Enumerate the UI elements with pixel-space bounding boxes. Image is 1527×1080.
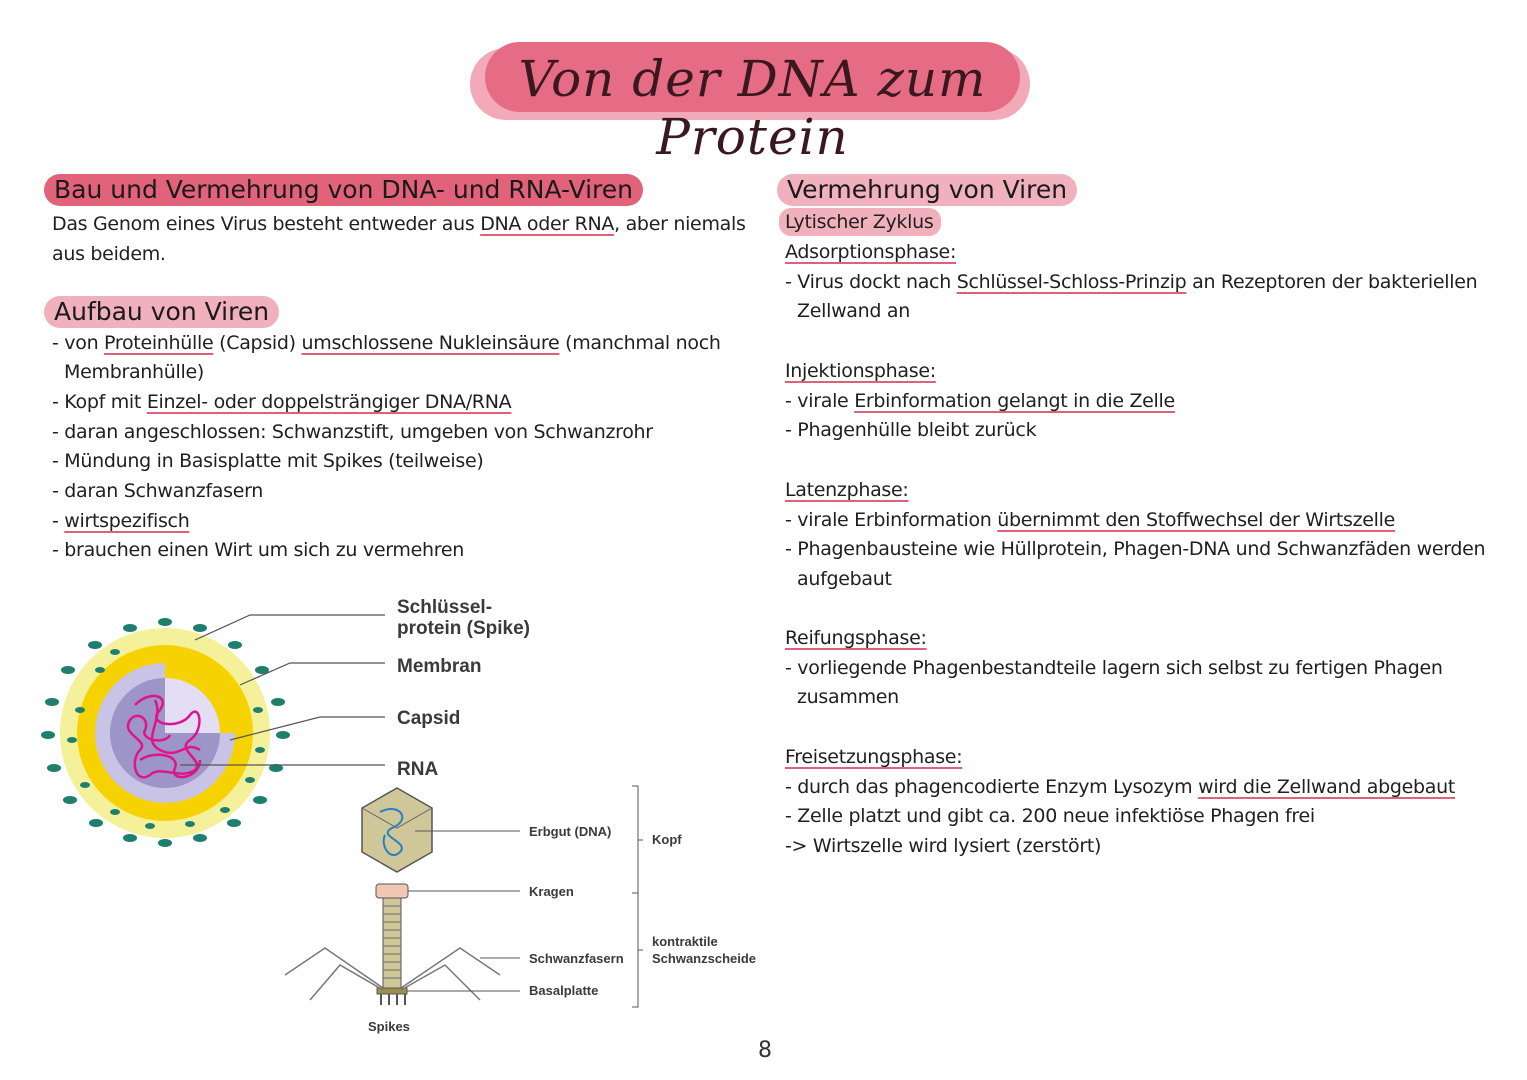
label-rna: RNA: [397, 759, 439, 780]
freisetzung-line-1: - durch das phagencodierte Enzym Lysozym wird die Zellwand abgebaut: [785, 776, 1455, 798]
reifung-line-2: zusammen: [797, 686, 899, 708]
phage-tail: [383, 898, 401, 988]
phage-head: [362, 788, 432, 872]
title-text: Von der DNA zum Protein: [518, 50, 987, 166]
aufbau-line-6: - daran Schwanzfasern: [52, 480, 264, 502]
aufbau-line-3: - Kopf mit Einzel- oder doppelsträngiger DNA/RNA: [52, 391, 512, 413]
label-schwanzfasern: Schwanzfasern: [529, 951, 624, 966]
aufbau-line-1: - von Proteinhülle (Capsid) umschlossene Nukleinsäure (manchmal noch: [52, 332, 721, 354]
latenz-line-3: aufgebaut: [797, 568, 892, 590]
label-capsid: Capsid: [397, 708, 461, 729]
freisetzung-line-3: -> Wirtszelle wird lysiert (zerstört): [785, 835, 1102, 857]
injektion-line-1: - virale Erbinformation gelangt in die Zelle: [785, 390, 1175, 412]
label-erbgut: Erbgut (DNA): [529, 824, 612, 839]
heading-bau-vermehrung: Bau und Vermehrung von DNA- und RNA-Viren: [44, 174, 643, 206]
latenz-title: Latenzphase:: [785, 479, 909, 501]
freisetzung-line-2: - Zelle platzt und gibt ca. 200 neue infektiöse Phagen frei: [785, 805, 1315, 827]
injektion-title: Injektionsphase:: [785, 360, 936, 382]
adsorption-line-2: Zellwand an: [797, 300, 910, 322]
adsorption-line-1: - Virus dockt nach Schlüssel-Schloss-Prinzip an Rezeptoren der bakteriellen: [785, 271, 1478, 293]
latenz-line-1: - virale Erbinformation übernimmt den Stoffwechsel der Wirtszelle: [785, 509, 1396, 531]
bacteriophage: [285, 788, 500, 1005]
reifung-title: Reifungsphase:: [785, 627, 927, 649]
label-spike-2: protein (Spike): [397, 618, 531, 639]
label-basalplatte: Basalplatte: [529, 983, 599, 998]
page-number: 8: [758, 1038, 772, 1063]
freisetzung-title: Freisetzungsphase:: [785, 746, 963, 768]
aufbau-line-4: - daran angeschlossen: Schwanzstift, umgeben von Schwanzrohr: [52, 421, 653, 443]
aufbau-line-5: - Mündung in Basisplatte mit Spikes (teilweise): [52, 450, 484, 472]
latenz-line-2: - Phagenbausteine wie Hüllprotein, Phagen-DNA und Schwanzfäden werden: [785, 538, 1486, 560]
intro-line-2: aus beidem.: [52, 243, 166, 265]
heading-aufbau: Aufbau von Viren: [44, 296, 279, 328]
adsorption-title: Adsorptionsphase:: [785, 241, 957, 263]
heading-vermehrung: Vermehrung von Viren: [777, 174, 1077, 206]
aufbau-line-7: - wirtspezifisch: [52, 510, 190, 532]
label-kontraktile-2: Schwanzscheide: [652, 951, 757, 966]
intro-line-1: Das Genom eines Virus besteht entweder aus DNA oder RNA, aber niemals: [52, 213, 746, 235]
label-kopf: Kopf: [652, 832, 682, 847]
phage-collar: [376, 884, 408, 898]
label-spike-1: Schlüssel-: [397, 597, 493, 618]
aufbau-line-8: - brauchen einen Wirt um sich zu vermehren: [52, 539, 464, 561]
page-title: [470, 38, 1035, 166]
label-kontraktile-1: kontraktile: [652, 934, 718, 949]
label-spikes: Spikes: [368, 1019, 410, 1034]
subheading-lytisch: Lytischer Zyklus: [779, 208, 941, 236]
enveloped-virus: [41, 618, 290, 847]
reifung-line-1: - vorliegende Phagenbestandteile lagern sich selbst zu fertigen Phagen: [785, 657, 1443, 679]
phage-spikes: [381, 994, 405, 1005]
label-kragen: Kragen: [529, 884, 574, 899]
label-membran: Membran: [397, 656, 482, 677]
aufbau-line-2: Membranhülle): [64, 361, 204, 383]
injektion-line-2: - Phagenhülle bleibt zurück: [785, 419, 1037, 441]
phage-leader-lines: [407, 786, 643, 1007]
